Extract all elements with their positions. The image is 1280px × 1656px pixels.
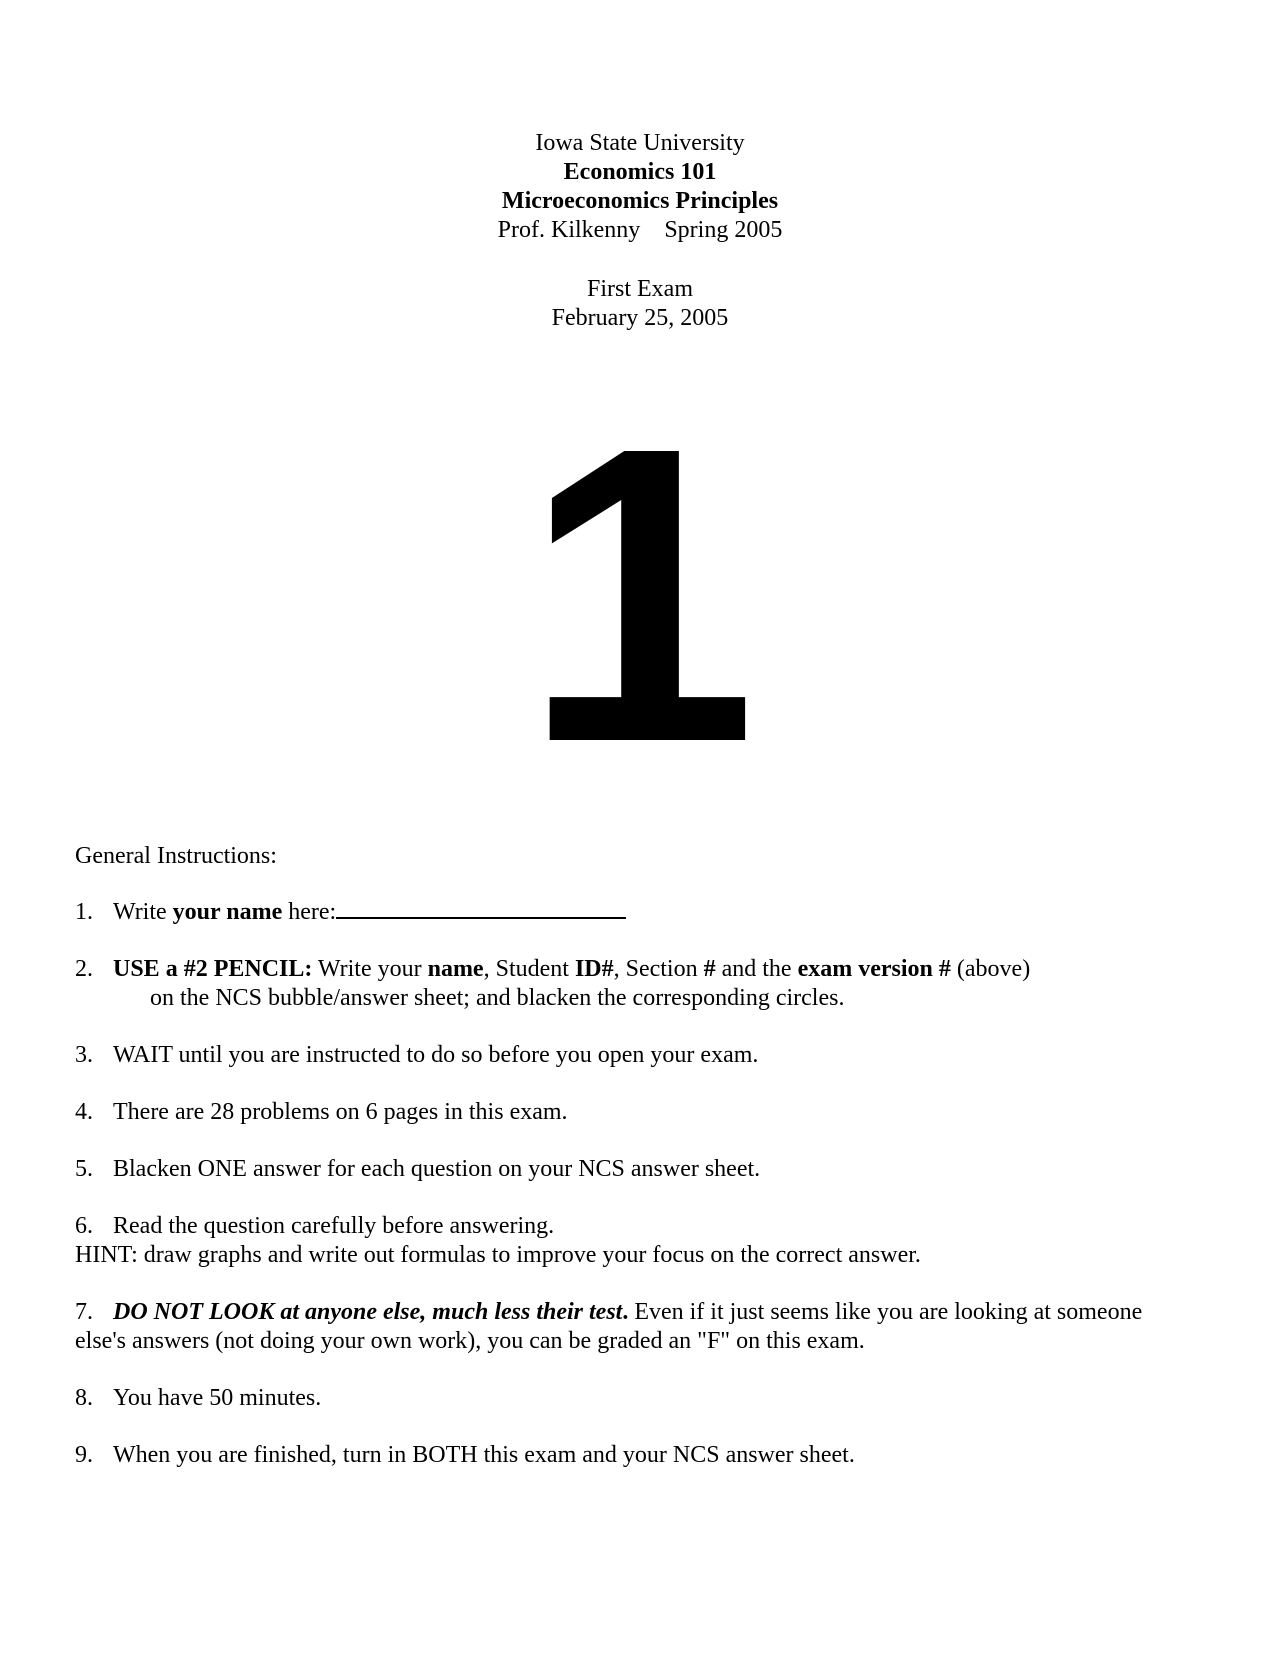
- instruction-item-7: [75, 1298, 1142, 1356]
- item-number: 7.: [75, 1299, 93, 1325]
- term: Spring 2005: [664, 217, 783, 243]
- hint-text: HINT: draw graphs and write out formulas to improve your focus on the correct answer.: [75, 1242, 921, 1268]
- item-bold-text: your name: [172, 899, 283, 925]
- item-number: 9.: [75, 1442, 93, 1468]
- item-bold-text: USE a #2 PENCIL:: [113, 956, 313, 982]
- professor-term-line: [0, 216, 1280, 245]
- exam-date: February 25, 2005: [551, 305, 729, 331]
- item-number: 1.: [75, 899, 93, 925]
- item-number: 4.: [75, 1099, 93, 1125]
- course-header: [0, 129, 1280, 245]
- course-title: Microeconomics Principles: [501, 188, 779, 214]
- item-text: here:: [282, 899, 337, 925]
- item-bold-text: ID#: [574, 956, 614, 982]
- item-continuation: on the NCS bubble/answer sheet; and blacken the corresponding circles.: [150, 985, 845, 1011]
- item-number: 6.: [75, 1213, 93, 1239]
- item-number: 2.: [75, 956, 93, 982]
- item-text: and the: [715, 956, 798, 982]
- professor-name: Prof. Kilkenny: [497, 217, 641, 243]
- item-text: , Student: [483, 956, 575, 982]
- item-number: 3.: [75, 1042, 93, 1068]
- item-continuation: else's answers (not doing your own work), you can be graded an "F" on this exam.: [75, 1328, 865, 1354]
- name-blank-line: [336, 899, 626, 919]
- item-text: Write: [113, 899, 173, 925]
- item-text: (above): [950, 956, 1031, 982]
- exam-name: First Exam: [587, 276, 693, 302]
- instruction-item-9: [75, 1441, 855, 1470]
- instruction-item-2: [75, 955, 1030, 1013]
- item-text: WAIT until you are instructed to do so before you open your exam.: [113, 1042, 759, 1068]
- item-bold-text: name: [427, 956, 484, 982]
- item-emphasis-text: DO NOT LOOK at anyone else, much less their test: [113, 1299, 623, 1325]
- item-number: 5.: [75, 1156, 93, 1182]
- instruction-item-5: [75, 1155, 760, 1184]
- instruction-item-6: [75, 1212, 921, 1270]
- course-number: Economics 101: [563, 159, 717, 185]
- university-name: Iowa State University: [535, 130, 745, 156]
- item-text: Even if it just seems like you are looking at someone: [628, 1299, 1143, 1325]
- item-text: Blacken ONE answer for each question on your NCS answer sheet.: [113, 1156, 761, 1182]
- item-bold-text: #: [703, 956, 716, 982]
- item-text: There are 28 problems on 6 pages in this exam.: [113, 1099, 568, 1125]
- exam-title-block: [0, 275, 1280, 333]
- item-text: Read the question carefully before answering.: [113, 1213, 555, 1239]
- instruction-item-1: [75, 898, 626, 927]
- instructions-heading: General Instructions:: [75, 843, 277, 869]
- item-text: Write your: [312, 956, 428, 982]
- item-emphasis-period: .: [622, 1299, 629, 1325]
- item-text: When you are finished, turn in BOTH this exam and your NCS answer sheet.: [113, 1442, 855, 1468]
- item-text: You have 50 minutes.: [113, 1385, 322, 1411]
- instruction-item-3: [75, 1041, 758, 1070]
- instruction-item-4: [75, 1098, 568, 1127]
- item-bold-text: exam version #: [797, 956, 951, 982]
- item-number: 8.: [75, 1385, 93, 1411]
- item-text: , Section: [613, 956, 704, 982]
- instruction-item-8: [75, 1384, 321, 1413]
- exam-version-number: 1: [523, 361, 757, 830]
